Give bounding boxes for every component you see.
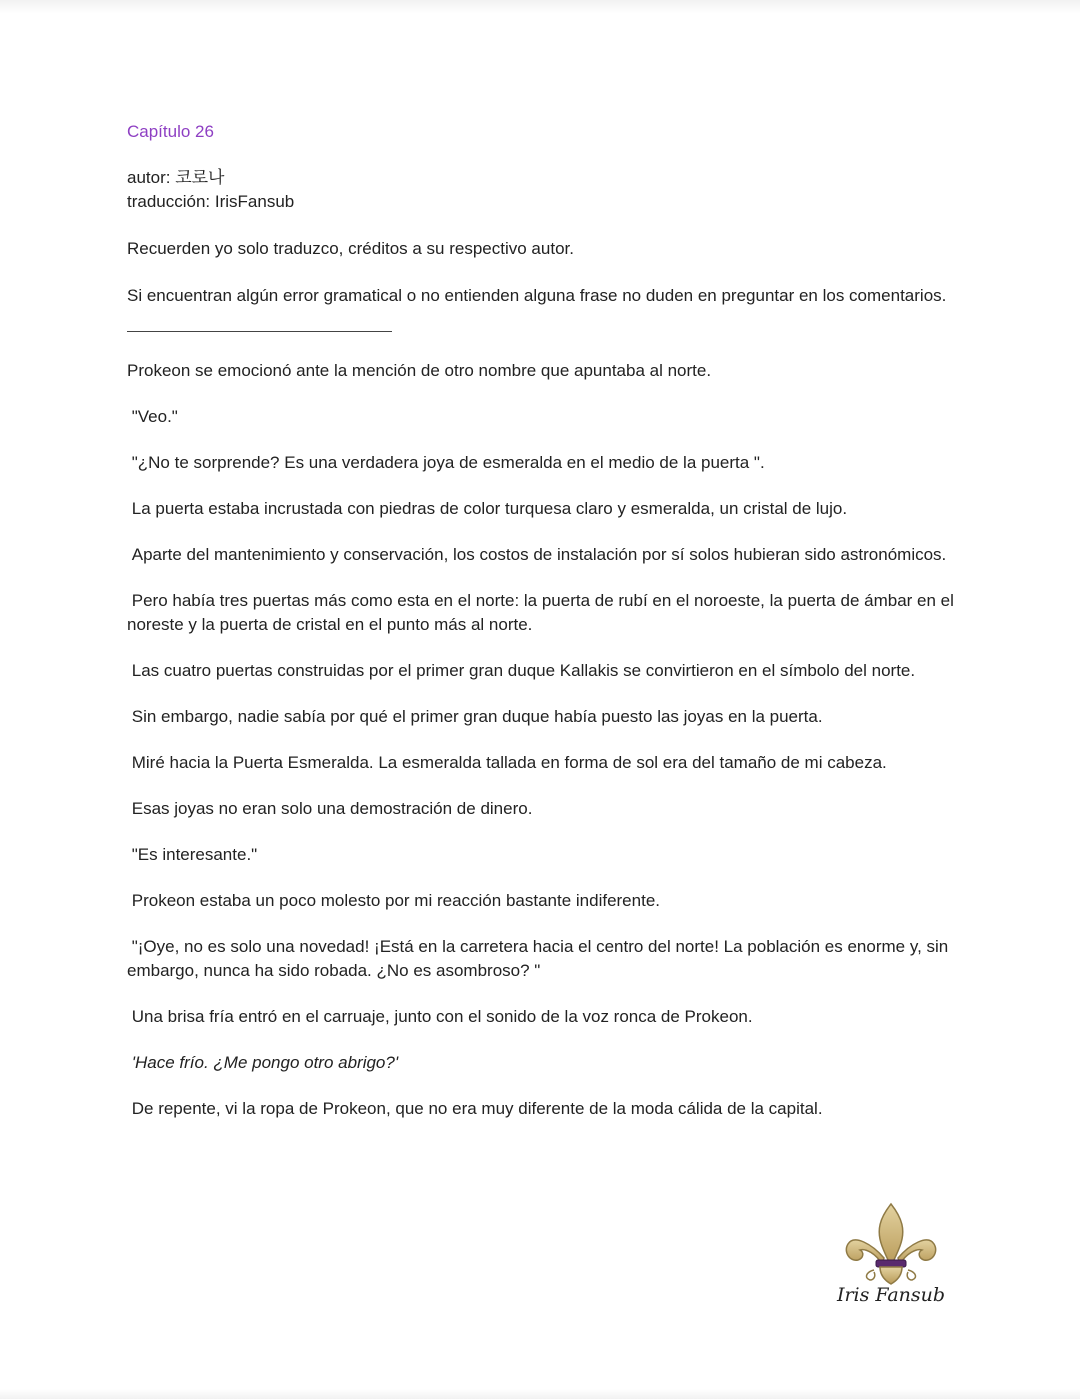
paragraph: Una brisa fría entró en el carruaje, junto con el sonido de la voz ronca de Prokeon. [131,1007,753,1026]
translation-line: traducción: IrisFansub [127,192,295,211]
credits-note: Recuerden yo solo traduzco, créditos a su respectivo autor. [127,239,574,258]
paragraph: Sin embargo, nadie sabía por qué el primer gran duque había puesto las joyas en la puerta. [131,707,823,726]
paragraph: Aparte del mantenimiento y conservación, los costos de instalación por sí solos hubieran sido astronómicos. [131,545,947,564]
iris-fansub-logo [836,1200,946,1312]
top-edge-shadow [0,0,1080,14]
paragraph: La puerta estaba incrustada con piedras de color turquesa claro y esmeralda, un cristal de lujo. [131,499,848,518]
paragraph: "¿No te sorprende? Es una verdadera joya de esmeralda en el medio de la puerta ". [131,453,765,472]
fleur-de-lis-icon [836,1200,946,1286]
chapter-title: Capítulo 26 [127,122,214,141]
paragraph: "Es interesante." [131,845,258,864]
paragraph: Esas joyas no eran solo una demostración de dinero. [131,799,533,818]
italic-thought-paragraph: 'Hace frío. ¿Me pongo otro abrigo?' [131,1053,399,1072]
paragraph: "Veo." [131,407,178,426]
errors-note: Si encuentran algún error gramatical o no entienden alguna frase no duden en preguntar en los comentarios. [127,286,947,305]
paragraph: Las cuatro puertas construidas por el primer gran duque Kallakis se convirtieron en el símbolo del norte. [131,661,916,680]
bottom-edge-shadow [0,1389,1080,1399]
paragraph: Prokeon estaba un poco molesto por mi reacción bastante indiferente. [131,891,660,910]
paragraph: Miré hacia la Puerta Esmeralda. La esmeralda tallada en forma de sol era del tamaño de mi cabeza. [131,753,887,772]
paragraph: Pero había tres puertas más como esta en el norte: la puerta de rubí en el noroeste, la puerta de ámbar en el noreste y la puerta de cristal en el punto más al norte. [127,591,954,634]
logo-text: Iris Fansub [836,1284,946,1306]
author-line: autor: 코로나 [127,168,225,187]
document-page [127,120,957,1143]
paragraph: De repente, vi la ropa de Prokeon, que no era muy diferente de la moda cálida de la capital. [131,1099,823,1118]
paragraph: "¡Oye, no es solo una novedad! ¡Está en la carretera hacia el centro del norte! La población es enorme y, sin embargo, nunca ha sido robada. ¿No es asombroso? " [127,937,949,980]
section-divider [127,331,392,332]
paragraph: Prokeon se emocionó ante la mención de otro nombre que apuntaba al norte. [127,361,712,380]
